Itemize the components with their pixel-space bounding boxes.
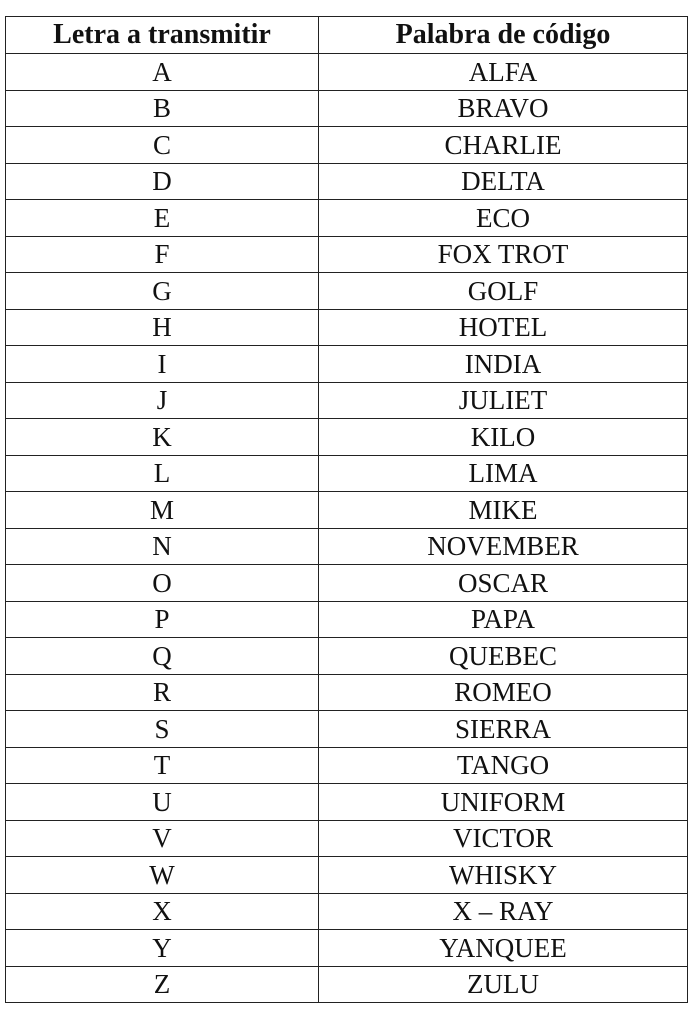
table-row	[6, 163, 688, 200]
codeword-cell: ECO	[319, 200, 688, 237]
codeword-cell: UNIFORM	[319, 784, 688, 821]
codeword-cell: HOTEL	[319, 309, 688, 346]
table-row	[6, 455, 688, 492]
table-row	[6, 127, 688, 164]
table-row	[6, 966, 688, 1003]
letter-cell: J	[6, 382, 319, 419]
letter-cell: Y	[6, 930, 319, 967]
letter-cell: G	[6, 273, 319, 310]
table-row	[6, 674, 688, 711]
header-row	[6, 17, 688, 54]
letter-cell: Z	[6, 966, 319, 1003]
letter-cell: V	[6, 820, 319, 857]
letter-cell: W	[6, 857, 319, 894]
letter-cell: D	[6, 163, 319, 200]
letter-cell: B	[6, 90, 319, 127]
codeword-cell: GOLF	[319, 273, 688, 310]
letter-cell: N	[6, 528, 319, 565]
table-row	[6, 747, 688, 784]
codeword-cell: TANGO	[319, 747, 688, 784]
letter-cell: Q	[6, 638, 319, 675]
header-letter: Letra a transmitir	[6, 17, 319, 54]
table-row	[6, 601, 688, 638]
table-row	[6, 565, 688, 602]
table-row	[6, 492, 688, 529]
letter-cell: R	[6, 674, 319, 711]
codeword-cell: ALFA	[319, 54, 688, 91]
letter-cell: P	[6, 601, 319, 638]
codeword-cell: DELTA	[319, 163, 688, 200]
letter-cell: S	[6, 711, 319, 748]
letter-cell: T	[6, 747, 319, 784]
codeword-cell: BRAVO	[319, 90, 688, 127]
table-row	[6, 930, 688, 967]
phonetic-alphabet-sheet	[5, 16, 687, 1003]
codeword-cell: NOVEMBER	[319, 528, 688, 565]
table-row	[6, 346, 688, 383]
letter-cell: E	[6, 200, 319, 237]
codeword-cell: YANQUEE	[319, 930, 688, 967]
table-row	[6, 200, 688, 237]
letter-cell: I	[6, 346, 319, 383]
table-row	[6, 54, 688, 91]
table-row	[6, 857, 688, 894]
codeword-cell: LIMA	[319, 455, 688, 492]
table-row	[6, 309, 688, 346]
table-row	[6, 382, 688, 419]
codeword-cell: INDIA	[319, 346, 688, 383]
table-row	[6, 528, 688, 565]
phonetic-alphabet-table	[5, 16, 688, 1003]
table-row	[6, 711, 688, 748]
header-codeword: Palabra de código	[319, 17, 688, 54]
table-row	[6, 820, 688, 857]
table-row	[6, 638, 688, 675]
codeword-cell: CHARLIE	[319, 127, 688, 164]
letter-cell: U	[6, 784, 319, 821]
codeword-cell: X – RAY	[319, 893, 688, 930]
table-row	[6, 236, 688, 273]
letter-cell: X	[6, 893, 319, 930]
codeword-cell: ROMEO	[319, 674, 688, 711]
letter-cell: C	[6, 127, 319, 164]
codeword-cell: MIKE	[319, 492, 688, 529]
table-row	[6, 784, 688, 821]
table-body	[6, 54, 688, 1003]
letter-cell: A	[6, 54, 319, 91]
codeword-cell: FOX TROT	[319, 236, 688, 273]
codeword-cell: VICTOR	[319, 820, 688, 857]
codeword-cell: ZULU	[319, 966, 688, 1003]
letter-cell: M	[6, 492, 319, 529]
letter-cell: O	[6, 565, 319, 602]
table-row	[6, 419, 688, 456]
codeword-cell: SIERRA	[319, 711, 688, 748]
codeword-cell: JULIET	[319, 382, 688, 419]
table-header	[6, 17, 688, 54]
codeword-cell: WHISKY	[319, 857, 688, 894]
codeword-cell: KILO	[319, 419, 688, 456]
letter-cell: F	[6, 236, 319, 273]
table-row	[6, 273, 688, 310]
table-row	[6, 893, 688, 930]
codeword-cell: QUEBEC	[319, 638, 688, 675]
letter-cell: H	[6, 309, 319, 346]
codeword-cell: OSCAR	[319, 565, 688, 602]
codeword-cell: PAPA	[319, 601, 688, 638]
table-row	[6, 90, 688, 127]
letter-cell: K	[6, 419, 319, 456]
letter-cell: L	[6, 455, 319, 492]
